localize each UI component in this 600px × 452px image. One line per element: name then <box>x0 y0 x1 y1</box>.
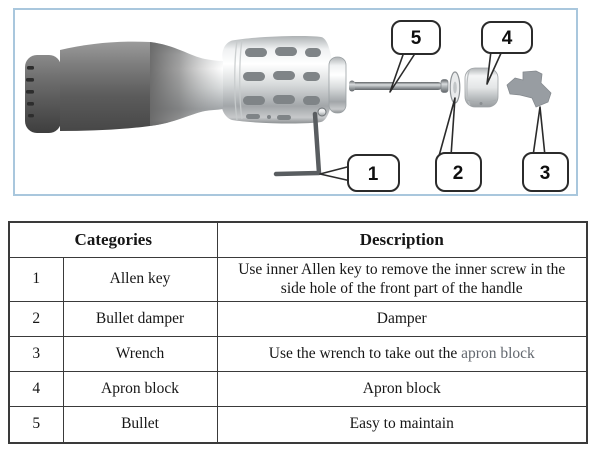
row-number: 4 <box>9 372 63 407</box>
callout-3-label: 3 <box>539 163 551 184</box>
row-number: 5 <box>9 407 63 443</box>
wrench <box>507 71 551 107</box>
row-category: Wrench <box>63 337 217 372</box>
callout-5-label: 5 <box>410 28 422 49</box>
table-row <box>9 372 587 407</box>
table-row <box>9 302 587 337</box>
callout-1-tail <box>320 166 351 181</box>
callout-2-label: 2 <box>452 163 464 184</box>
massage-gun-handle <box>25 36 346 133</box>
callout-5 <box>392 21 440 54</box>
table-row <box>9 257 587 302</box>
row-description-highlight: apron block <box>461 345 535 363</box>
callout-2 <box>436 153 481 191</box>
exploded-view-diagram <box>13 8 578 196</box>
table-row <box>9 407 587 443</box>
row-description: Apron block <box>217 372 587 407</box>
table-header-row <box>9 222 587 257</box>
waist-shadow <box>150 42 223 126</box>
front-hub <box>329 57 346 113</box>
table-row <box>9 337 587 372</box>
row-description-text: Use the wrench to take out the <box>268 345 462 363</box>
row-category: Bullet damper <box>63 302 217 337</box>
row-category: Allen key <box>63 257 217 302</box>
col-header-categories: Categories <box>9 222 217 257</box>
side-screw-pin <box>318 108 326 116</box>
row-description: Easy to maintain <box>217 407 587 443</box>
col-header-description: Description <box>217 222 587 257</box>
callout-4 <box>482 22 532 53</box>
apron-block <box>465 68 498 107</box>
callout-1-label: 1 <box>367 164 379 185</box>
row-category: Apron block <box>63 372 217 407</box>
callout-bubbles <box>348 21 568 191</box>
parts-table <box>8 221 588 444</box>
device-diagram-svg <box>15 10 576 194</box>
rear-cone <box>60 42 150 131</box>
callout-3-tail <box>533 107 545 156</box>
row-number: 3 <box>9 337 63 372</box>
row-description: Use inner Allen key to remove the inner screw in the side hole of the front part of the handle <box>217 257 587 302</box>
row-number: 2 <box>9 302 63 337</box>
callout-3 <box>523 153 568 191</box>
row-category: Bullet <box>63 407 217 443</box>
callout-2-tail <box>439 98 455 156</box>
callout-1 <box>348 155 399 191</box>
bullet-rod <box>349 80 448 93</box>
row-number: 1 <box>9 257 63 302</box>
callout-4-label: 4 <box>501 28 513 49</box>
row-description <box>217 337 587 372</box>
row-description: Damper <box>217 302 587 337</box>
